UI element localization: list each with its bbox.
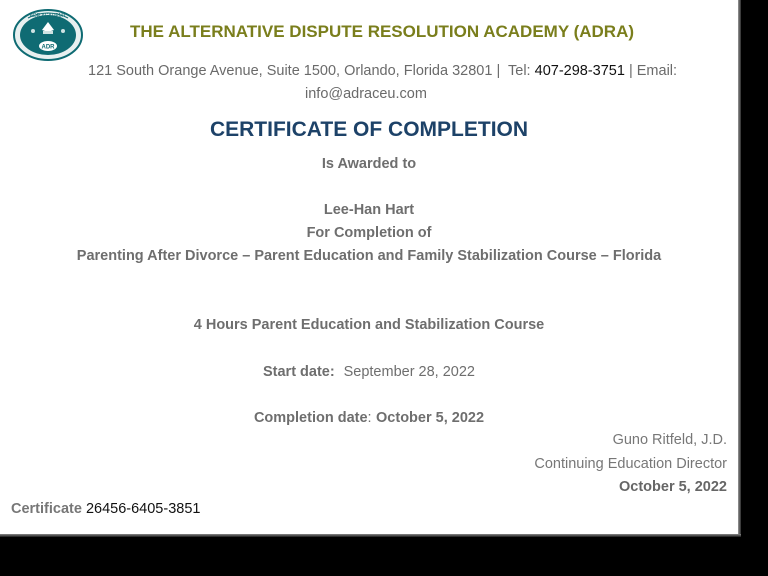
signatory-role: Continuing Education Director xyxy=(534,456,727,472)
organization-name: THE ALTERNATIVE DISPUTE RESOLUTION ACADEMY (ADRA) xyxy=(130,22,635,41)
adr-seal-logo xyxy=(11,8,85,62)
certificate-number-line xyxy=(11,501,200,517)
course-hours: 4 Hours Parent Education and Stabilization Course xyxy=(193,317,545,333)
start-date-line xyxy=(0,363,738,381)
certificate-title: CERTIFICATE OF COMPLETION xyxy=(209,118,529,141)
recipient-name: Lee-Han Hart xyxy=(323,202,415,218)
page-shadow-bottom xyxy=(0,534,741,537)
email-address: info@adraceu.com xyxy=(305,86,427,102)
email-label: | Email: xyxy=(628,63,678,79)
completion-date-separator: : xyxy=(367,410,372,426)
completion-date-label: Completion date xyxy=(253,410,368,426)
certificate-number: 26456-6405-3851 xyxy=(85,501,201,517)
page-shadow-right xyxy=(738,0,741,534)
seal-monogram: ADR xyxy=(41,44,55,51)
completion-date-line xyxy=(0,409,738,427)
seal-arc-text: ADR ACADEMY xyxy=(29,13,67,19)
address-line xyxy=(88,63,677,79)
tel-number: 407-298-3751 xyxy=(534,63,625,79)
course-name: Parenting After Divorce – Parent Education and Family Stabilization Course – Florida xyxy=(76,248,662,264)
for-completion-text: For Completion of xyxy=(306,225,432,241)
start-date-label: Start date: xyxy=(262,364,335,380)
completion-date-value: October 5, 2022 xyxy=(376,410,485,426)
signatory-name: Guno Ritfeld, J.D. xyxy=(612,432,727,448)
start-date-value: September 28, 2022 xyxy=(343,364,475,380)
certificate-label: Certificate xyxy=(11,501,82,517)
street-address: 121 South Orange Avenue, Suite 1500, Orlando, Florida 32801 | xyxy=(88,63,501,79)
tel-label: Tel: xyxy=(508,63,531,79)
awarded-to-text: Is Awarded to xyxy=(321,156,417,172)
signature-date: October 5, 2022 xyxy=(619,479,727,495)
